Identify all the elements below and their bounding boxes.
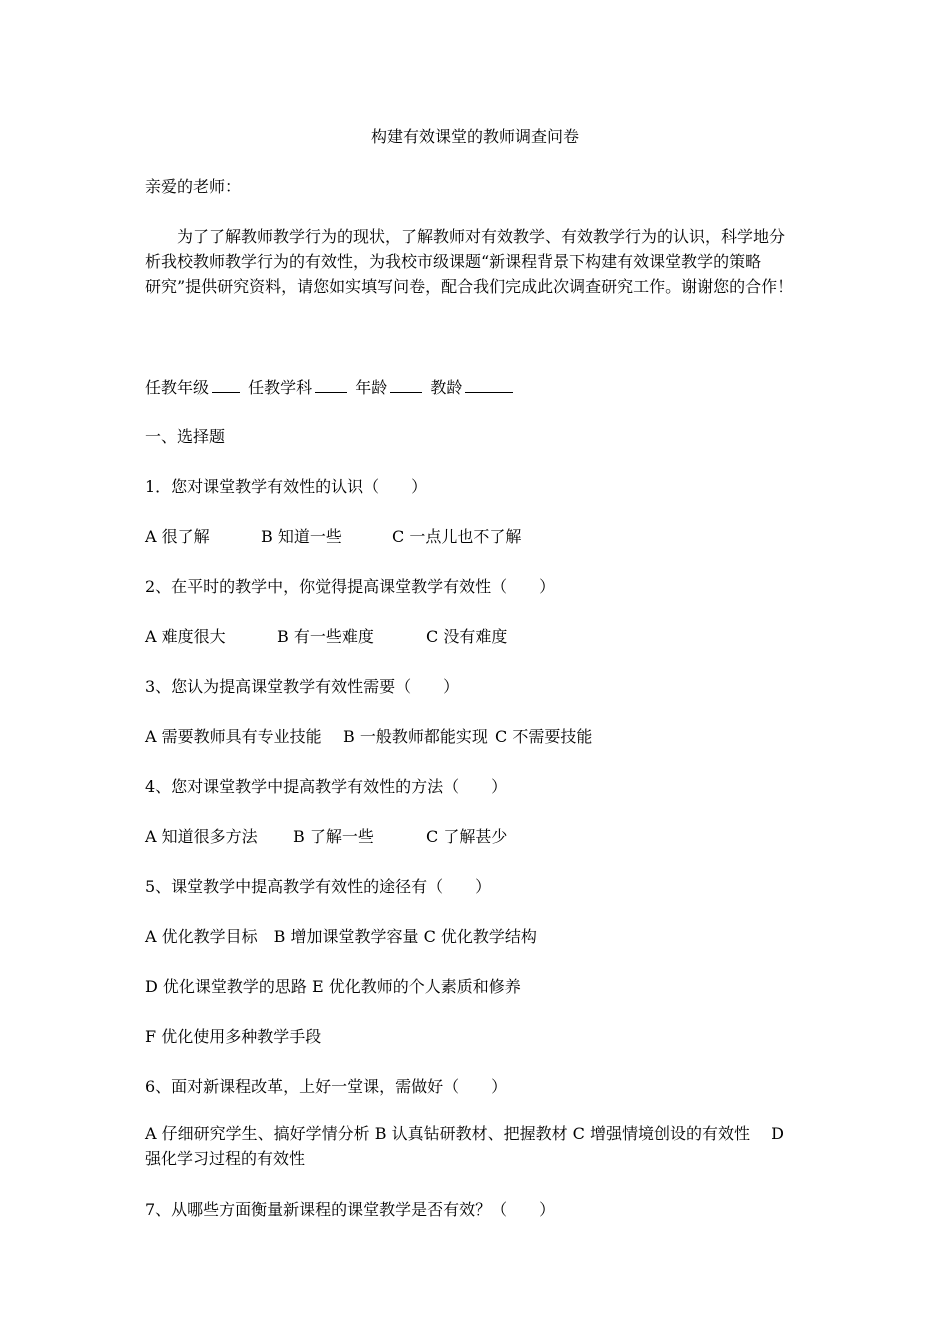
option-c[interactable]: C 了解甚少 (426, 827, 508, 846)
option-c[interactable]: C 一点儿也不了解 (392, 527, 522, 546)
question-1-options (145, 524, 521, 549)
option-b[interactable]: B 了解一些 (293, 827, 374, 846)
option-b[interactable]: B 一般教师都能实现 (343, 727, 488, 746)
question-7: 7、从哪些方面衡量新课程的课堂教学是否有效？（ ） (145, 1200, 556, 1219)
question-6-options-line: A 仔细研究学生、搞好学情分析 B 认真钻研教材、把握教材 C 增强情境创设的有效性 D (145, 1124, 784, 1143)
age-blank[interactable] (390, 374, 422, 393)
section-title: 一、选择题 (145, 427, 226, 446)
question-6: 6、面对新课程改革，上好一堂课，需做好（ ） (145, 1077, 508, 1096)
question-5: 5、课堂教学中提高教学有效性的途径有（ ） (145, 877, 492, 896)
intro-line: 析我校教师教学行为的有效性，为我校市级课题“新课程背景下构建有效课堂教学的策略 (145, 252, 762, 271)
question-1: 1．您对课堂教学有效性的认识（ ） (145, 477, 428, 496)
option-c[interactable]: C 不需要技能 (495, 727, 593, 746)
option-b[interactable]: B 有一些难度 (277, 627, 374, 646)
subject-blank[interactable] (315, 374, 347, 393)
grade-blank[interactable] (212, 374, 240, 393)
intro-paragraph (145, 224, 815, 299)
option-a[interactable]: A 难度很大 (145, 627, 226, 646)
info-label-age: 年龄 (355, 378, 388, 397)
option-a[interactable]: A 需要教师具有专业技能 (145, 727, 322, 746)
question-4-options (145, 824, 507, 849)
question-6-options-line: 强化学习过程的有效性 (145, 1149, 306, 1168)
option-b[interactable]: B 知道一些 (261, 527, 342, 546)
question-6-options (145, 1121, 815, 1171)
question-2: 2、在平时的教学中，你觉得提高课堂教学有效性（ ） (145, 577, 556, 596)
question-5-options-line: A 优化教学目标 B 增加课堂教学容量 C 优化教学结构 (145, 927, 537, 946)
greeting: 亲爱的老师： (145, 177, 242, 196)
intro-line: 研究”提供研究资料，请您如实填写问卷，配合我们完成此次调查研究工作。谢谢您的合作！ (145, 277, 794, 296)
option-a[interactable]: A 很了解 (145, 527, 210, 546)
info-label-grade: 任教年级 (145, 378, 210, 397)
question-5-options-line: F 优化使用多种教学手段 (145, 1027, 322, 1046)
question-4: 4、您对课堂教学中提高教学有效性的方法（ ） (145, 777, 508, 796)
option-a[interactable]: A 知道很多方法 (145, 827, 258, 846)
teaching-years-blank[interactable] (465, 374, 513, 393)
question-3: 3、您认为提高课堂教学有效性需要（ ） (145, 677, 460, 696)
option-c[interactable]: C 没有难度 (426, 627, 508, 646)
question-2-options (145, 624, 507, 649)
question-3-options (145, 724, 592, 749)
info-label-teaching-years: 教龄 (430, 378, 463, 397)
intro-line: 为了了解教师教学行为的现状，了解教师对有效教学、有效教学行为的认识，科学地分 (177, 227, 786, 246)
teacher-info-row (145, 374, 516, 400)
document-title: 构建有效课堂的教师调查问卷 (370, 127, 579, 146)
question-5-options-line: D 优化课堂教学的思路 E 优化教师的个人素质和修养 (145, 977, 521, 996)
info-label-subject: 任教学科 (248, 378, 313, 397)
